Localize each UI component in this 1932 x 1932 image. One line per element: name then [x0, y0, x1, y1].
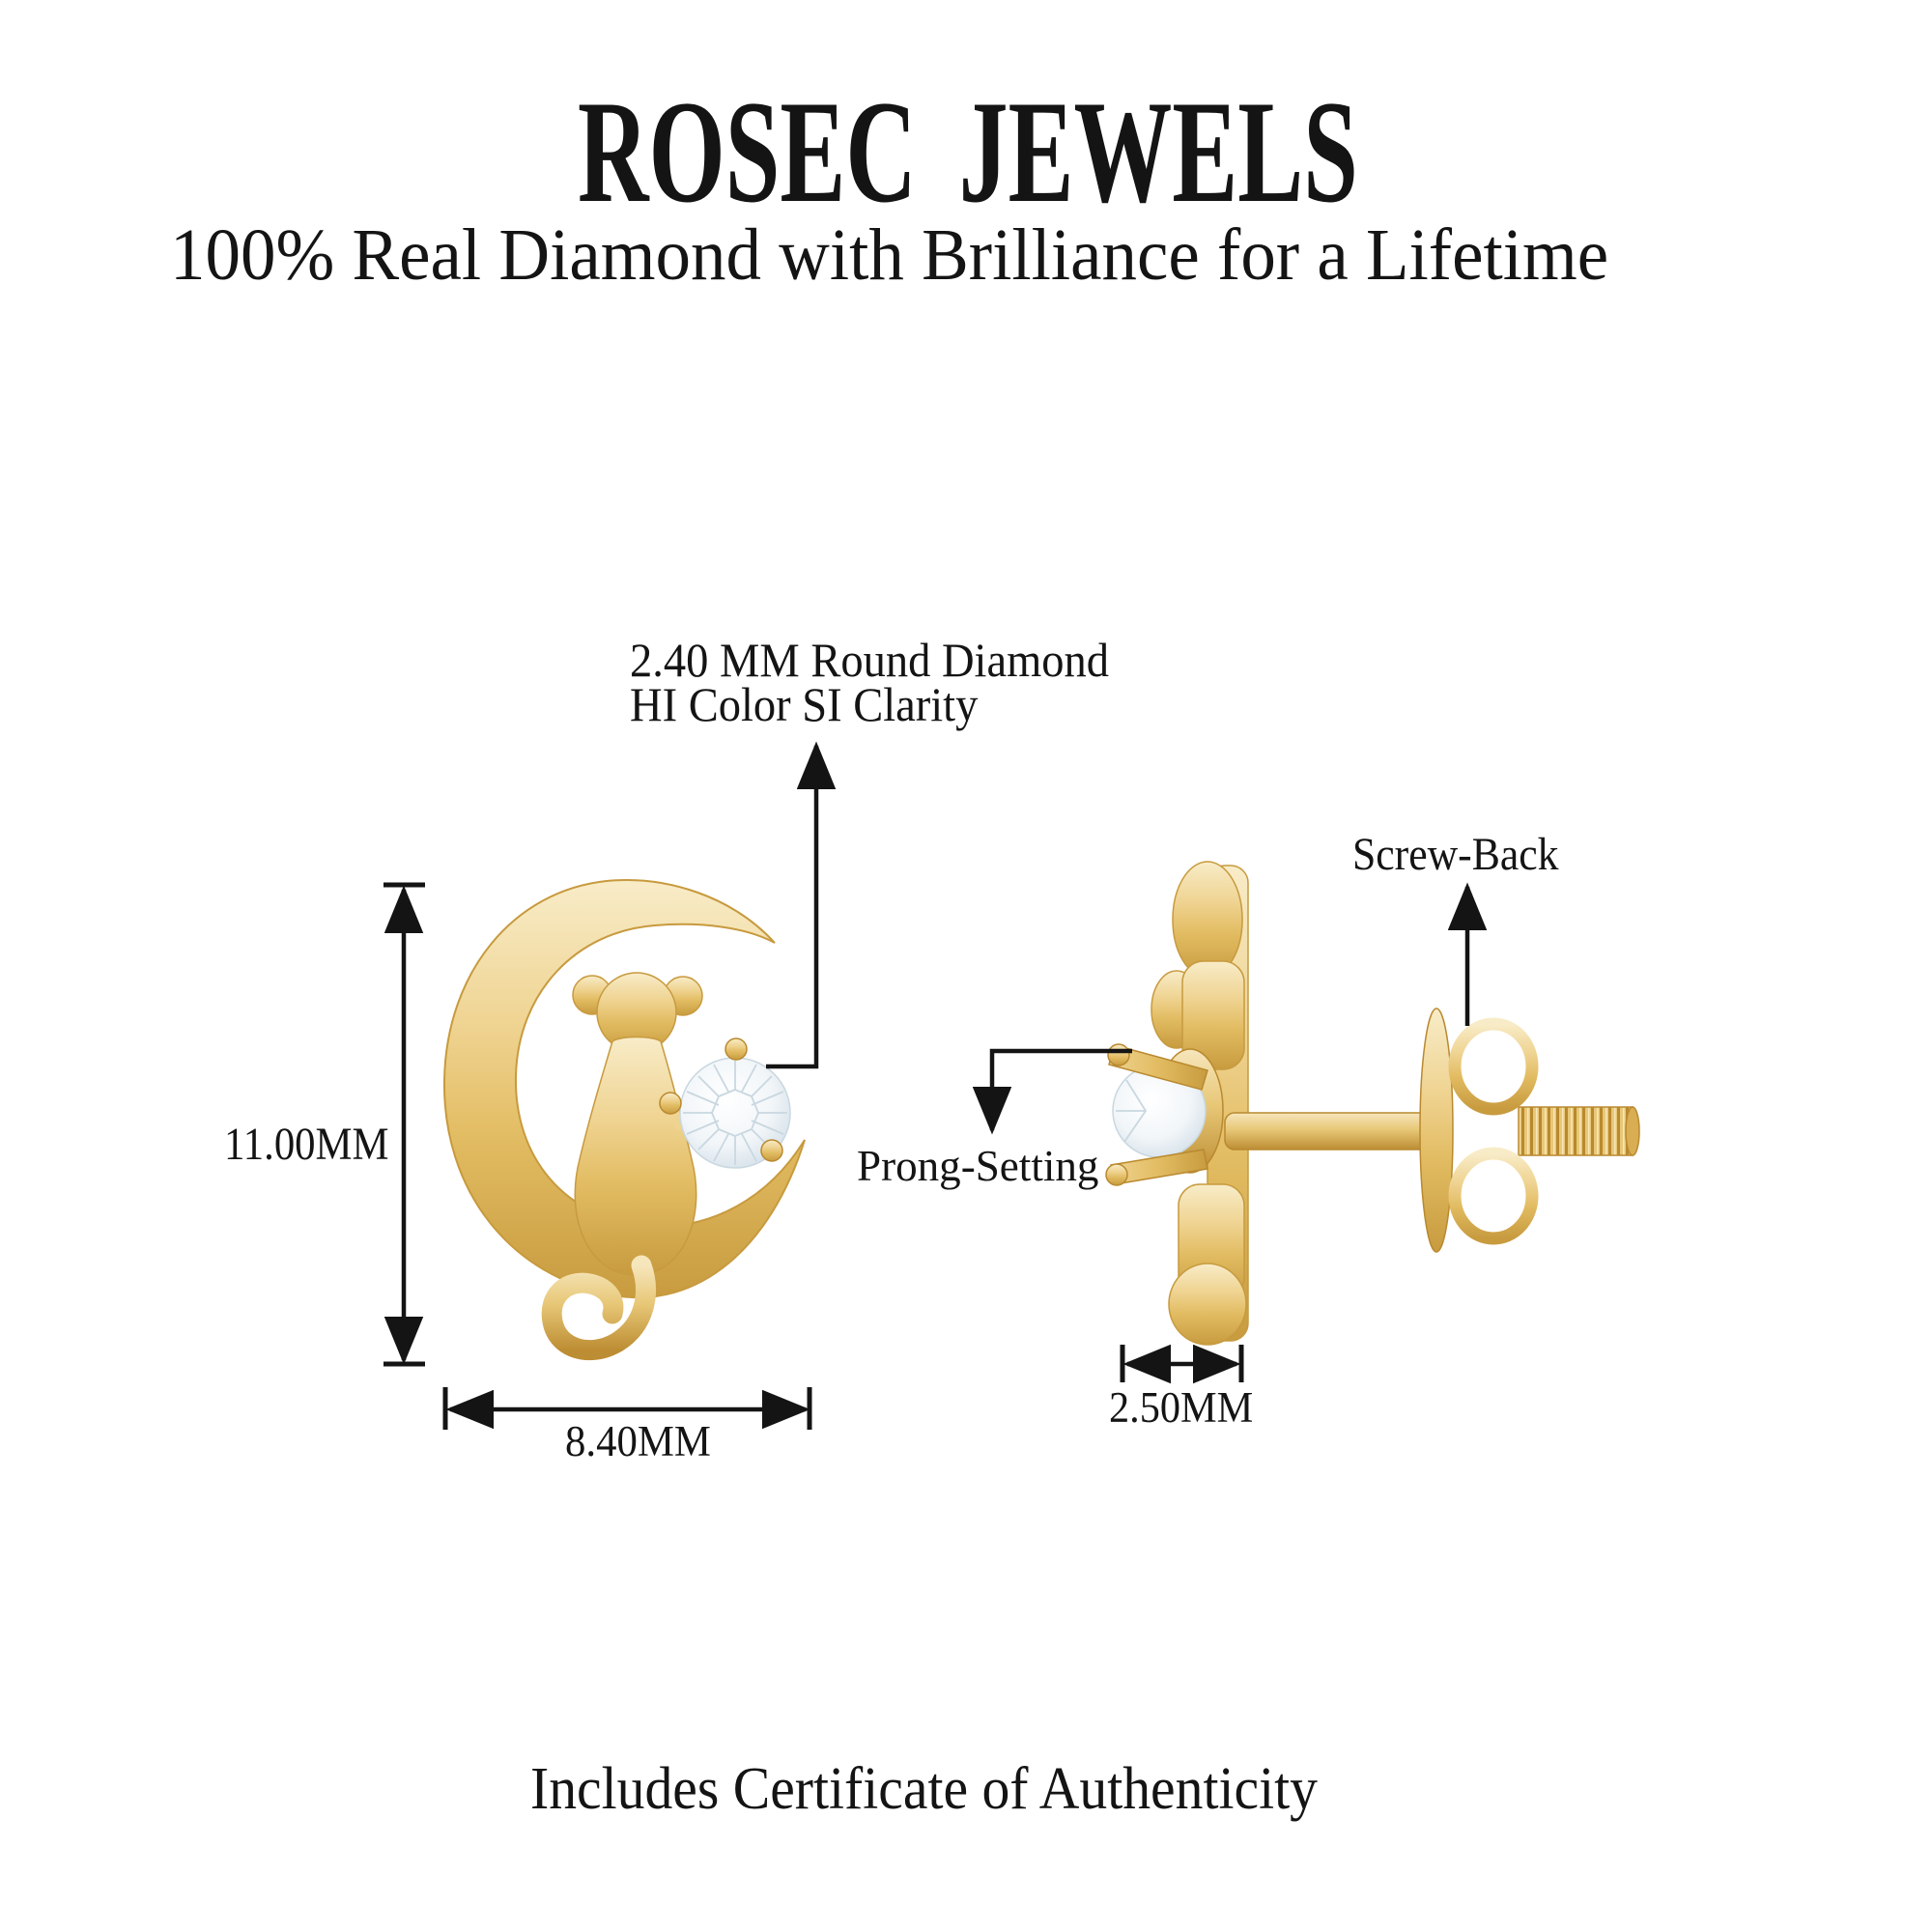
cat-body: [575, 1037, 696, 1276]
butterfly-loop-lower: [1455, 1153, 1532, 1238]
diamond-spec-line2: HI Color SI Clarity: [630, 677, 979, 731]
depth-dimension-label: 2.50MM: [1109, 1383, 1254, 1432]
diamond-annotation-arrow: [766, 746, 816, 1066]
prong-top: [725, 1038, 747, 1060]
side-view-earring: [1106, 862, 1639, 1345]
screw-thread: [1519, 1107, 1633, 1155]
height-dimension-line: [384, 885, 425, 1364]
prong-side-bottom-tip: [1106, 1164, 1127, 1185]
brand-tagline: 100% Real Diamond with Brilliance for a Lifetime: [170, 214, 1609, 296]
ear-post: [1225, 1113, 1430, 1150]
screw-back-label: Screw-Back: [1352, 829, 1559, 880]
back-disc: [1420, 1009, 1453, 1252]
diamond-spec-line1: 2.40 MM Round Diamond: [630, 633, 1110, 687]
depth-dimension-line: [1122, 1345, 1241, 1382]
prong-side-top-tip: [1108, 1044, 1129, 1065]
prong-bottom: [761, 1140, 782, 1161]
width-dimension-label: 8.40MM: [565, 1417, 711, 1465]
prong-setting-label: Prong-Setting: [857, 1141, 1099, 1190]
prong-left: [660, 1093, 681, 1114]
height-dimension-label: 11.00MM: [224, 1119, 389, 1170]
butterfly-loop-upper: [1455, 1024, 1532, 1109]
front-view-earring: [444, 880, 805, 1350]
certificate-note: Includes Certificate of Authenticity: [530, 1756, 1318, 1822]
screw-thread-end: [1626, 1107, 1639, 1155]
brand-title: ROSEC JEWELS: [578, 71, 1358, 233]
